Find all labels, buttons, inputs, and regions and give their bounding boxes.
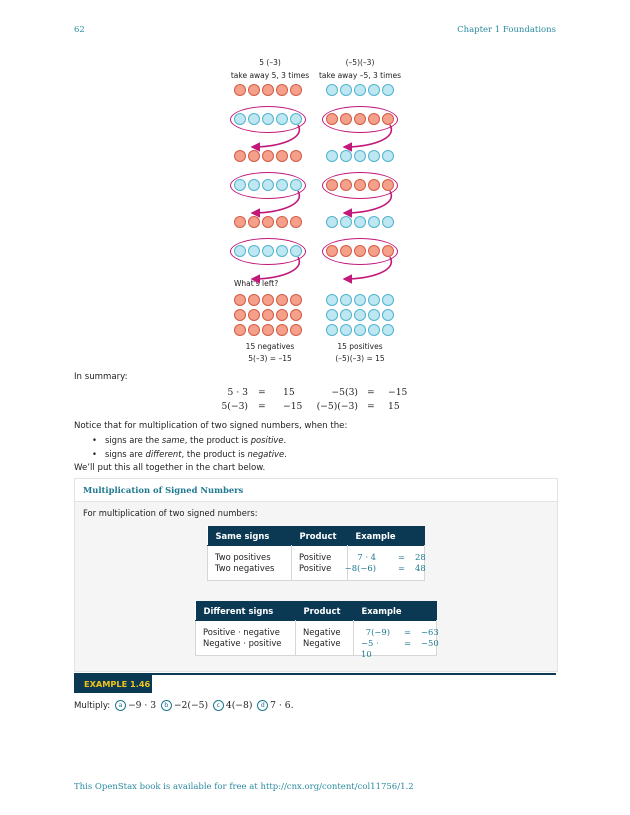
footer-text: This OpenStax book is available for free at http://cnx.org/content/col11756/1.2 (74, 782, 414, 792)
summary-value: −15 (388, 387, 408, 398)
positive-counter (340, 294, 352, 306)
example-label: EXAMPLE 1.46 (84, 679, 151, 689)
feature-box (74, 478, 558, 672)
whats-left-label: What's left? (234, 279, 279, 288)
summary-value: −15 (283, 401, 303, 412)
positive-counter (340, 216, 352, 228)
bullet-text: , the product is (184, 435, 251, 445)
negative-counter (276, 324, 288, 336)
grouping-ellipse (230, 238, 306, 265)
example-line (355, 552, 426, 563)
positive-counter (326, 150, 338, 162)
bullet-same (92, 435, 286, 445)
math-term: 7(−9) (365, 627, 390, 637)
example-tab (74, 675, 152, 693)
negative-counter (262, 84, 274, 96)
math-value: 28 (415, 552, 426, 562)
feature-title: Multiplication of Signed Numbers (83, 485, 244, 495)
left-result-1: 15 negatives (245, 342, 295, 351)
bullet-different (92, 449, 287, 459)
summary-value: 15 (388, 401, 400, 412)
positive-counter (368, 216, 380, 228)
grouping-ellipse (230, 106, 306, 133)
left-title-2: take away 5, 3 times (230, 71, 310, 80)
positive-counter (326, 216, 338, 228)
math-value: −63 (421, 627, 439, 637)
positive-counter (354, 309, 366, 321)
example-line (344, 563, 426, 574)
page-number: 62 (74, 25, 85, 35)
math-eq: = (404, 638, 412, 648)
positive-counter (354, 294, 366, 306)
signs-cell (196, 621, 296, 656)
summary-eq: = (258, 401, 266, 412)
grouping-ellipse (322, 172, 398, 199)
negative-counter (290, 324, 302, 336)
summary-row-2 (200, 401, 460, 414)
negative-counter (262, 309, 274, 321)
negative-counter (248, 150, 260, 162)
example-cell (344, 546, 426, 581)
negative-counter (248, 309, 260, 321)
grouping-ellipse (230, 172, 306, 199)
negative-counter (276, 309, 288, 321)
chart-text: We’ll put this all together in the chart below. (74, 463, 266, 473)
header-cell: Product (292, 526, 348, 546)
positive-counter (354, 324, 366, 336)
left-title-1: 5 (–3) (259, 58, 281, 67)
positive-counter (326, 324, 338, 336)
positive-counter (340, 150, 352, 162)
right-result-2: (–5)(–3) = 15 (335, 354, 385, 363)
bullet-text: . (284, 449, 287, 459)
negative-counter (262, 324, 274, 336)
positive-counter (326, 294, 338, 306)
cell-line: Two positives (215, 552, 271, 562)
negative-counter (262, 216, 274, 228)
positive-counter (382, 324, 394, 336)
counter-figure (0, 0, 630, 370)
summary-term: −5(3) (331, 387, 358, 398)
negative-counter (248, 294, 260, 306)
math-eq: = (398, 563, 406, 573)
example-prompt: Multiply: (74, 701, 111, 711)
signs-cell (208, 546, 292, 581)
negative-counter (276, 84, 288, 96)
positive-counter (382, 216, 394, 228)
example-cell (354, 621, 439, 659)
bullet-emphasis: different (145, 449, 182, 459)
right-title-1: (–5)(–3) (345, 58, 375, 67)
part-c-expr: 4(−8) (225, 700, 253, 711)
math-value: −50 (421, 638, 439, 648)
bullet-dot: • (92, 449, 97, 459)
summary-eq: = (258, 387, 266, 398)
summary-row-1 (200, 387, 460, 400)
negative-counter (248, 84, 260, 96)
positive-counter (340, 324, 352, 336)
positive-counter (354, 84, 366, 96)
feature-title-bar (75, 479, 557, 502)
chapter-title: Chapter 1 Foundations (457, 25, 556, 35)
bullet-text: , the product is (181, 449, 248, 459)
arrows-layer (0, 0, 630, 370)
positive-counter (368, 150, 380, 162)
grouping-ellipse (322, 106, 398, 133)
header-cell: Example (354, 601, 437, 621)
header-cell: Different signs (196, 601, 296, 621)
negative-counter (290, 84, 302, 96)
negative-counter (290, 294, 302, 306)
grouping-ellipse (322, 238, 398, 265)
positive-counter (340, 309, 352, 321)
bullet-text: . (283, 435, 287, 445)
negative-counter (276, 150, 288, 162)
negative-counter (234, 294, 246, 306)
negative-counter (234, 309, 246, 321)
cell-line: Positive · negative (203, 627, 280, 637)
header-cell: Product (296, 601, 354, 621)
negative-counter (248, 216, 260, 228)
positive-counter (382, 150, 394, 162)
positive-counter (382, 309, 394, 321)
feature-intro: For multiplication of two signed numbers: (83, 508, 258, 518)
bullet-text: signs are the (104, 435, 162, 445)
summary-term: 5 · 3 (227, 387, 248, 398)
cell-line: Two negatives (215, 563, 275, 573)
cell-line: Negative (303, 638, 341, 648)
positive-counter (382, 294, 394, 306)
header-cell: Example (348, 526, 425, 546)
negative-counter (234, 150, 246, 162)
part-d-expr: 7 · 6. (270, 700, 294, 711)
negative-counter (276, 294, 288, 306)
positive-counter (368, 324, 380, 336)
example-line (361, 638, 439, 659)
summary-term: (−5)(−3) (316, 401, 358, 412)
part-b-expr: −2(−5) (173, 700, 209, 711)
product-cell (296, 621, 354, 656)
summary-intro: In summary: (74, 372, 128, 382)
negative-counter (234, 84, 246, 96)
positive-counter (354, 216, 366, 228)
example-prompt-line (74, 700, 294, 711)
part-d-marker: d (257, 700, 268, 711)
different-signs-table (195, 601, 439, 659)
negative-counter (248, 324, 260, 336)
bullet-emphasis: positive (250, 435, 284, 445)
left-result-2: 5(–3) = –15 (248, 354, 292, 363)
negative-counter (262, 150, 274, 162)
negative-counter (290, 309, 302, 321)
cell-line: Negative · positive (203, 638, 282, 648)
summary-eq: = (367, 387, 375, 398)
negative-counter (234, 216, 246, 228)
part-b-marker: b (161, 700, 172, 711)
negative-counter (290, 150, 302, 162)
negative-counter (290, 216, 302, 228)
product-cell (292, 546, 348, 581)
positive-counter (326, 309, 338, 321)
math-term: 7 · 4 (357, 552, 376, 562)
part-a-expr: −9 · 3 (127, 700, 157, 711)
notice-text: Notice that for multiplication of two signed numbers, when the: (74, 421, 348, 431)
right-title-2: take away –5, 3 times (318, 71, 402, 80)
bullet-emphasis: same (161, 435, 185, 445)
negative-counter (234, 324, 246, 336)
negative-counter (262, 294, 274, 306)
positive-counter (340, 84, 352, 96)
bullet-dot: • (92, 435, 97, 445)
math-term: −5 · 10 (361, 638, 379, 659)
positive-counter (382, 84, 394, 96)
positive-counter (368, 294, 380, 306)
right-result-1: 15 positives (337, 342, 383, 351)
cell-line: Positive (299, 552, 332, 562)
positive-counter (368, 84, 380, 96)
negative-counter (276, 216, 288, 228)
summary-term: 5(−3) (221, 401, 248, 412)
positive-counter (368, 309, 380, 321)
bullet-text: signs are (104, 449, 146, 459)
positive-counter (354, 150, 366, 162)
math-value: 48 (415, 563, 426, 573)
same-signs-table (207, 526, 425, 581)
header-cell: Same signs (208, 526, 292, 546)
math-eq: = (398, 552, 406, 562)
part-a-marker: a (115, 700, 126, 711)
cell-line: Negative (303, 627, 341, 637)
cell-line: Positive (299, 563, 332, 573)
example-line (361, 627, 439, 638)
math-term: −8(−6) (344, 563, 376, 573)
math-eq: = (404, 627, 412, 637)
part-c-marker: c (213, 700, 224, 711)
summary-value: 15 (283, 387, 295, 398)
bullet-emphasis: negative (247, 449, 285, 459)
positive-counter (326, 84, 338, 96)
summary-eq: = (367, 401, 375, 412)
